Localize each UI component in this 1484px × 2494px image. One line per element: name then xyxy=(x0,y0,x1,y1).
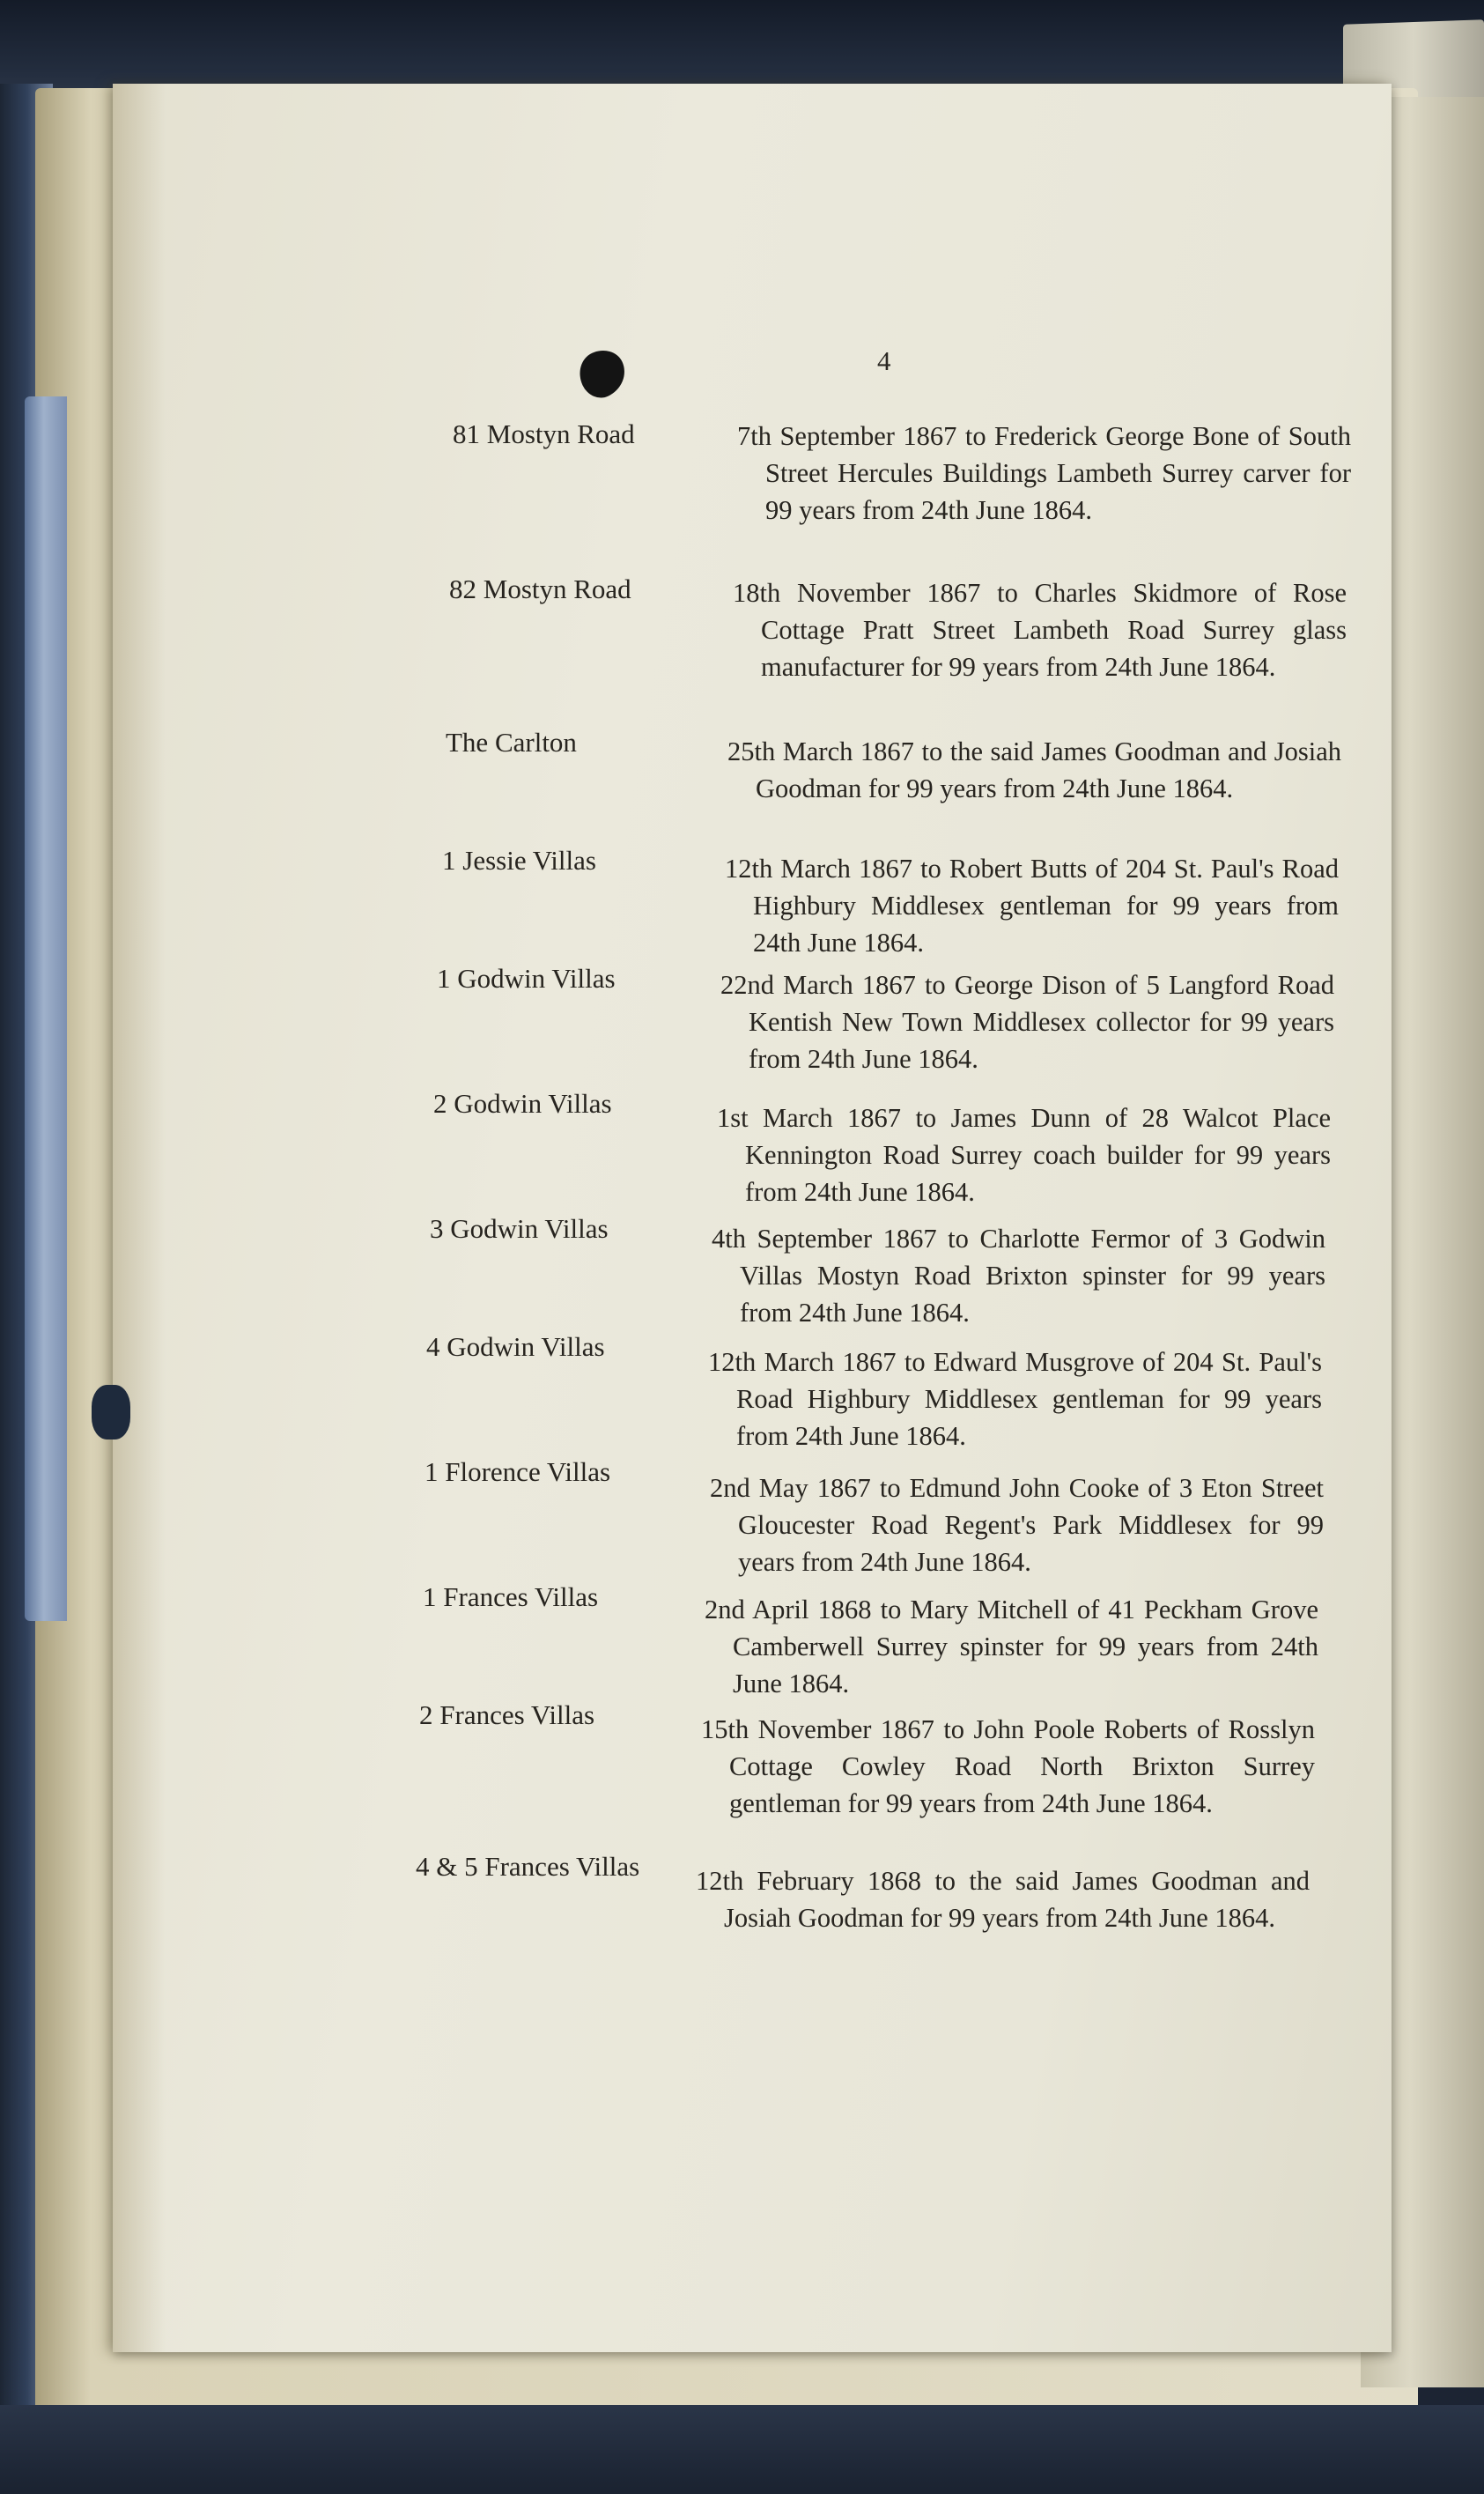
entry-details: 2nd April 1868 to Mary Mitchell of 41 Peckham Grove Camberwell Surrey spinster for 99 years from 24th June 1864. xyxy=(705,1595,1318,1698)
entry-details: 12th March 1867 to Robert Butts of 204 St. Paul's Road Highbury Middlesex gentleman for 99 years from 24th June 1864. xyxy=(725,854,1339,958)
entry-property: The Carlton xyxy=(446,727,577,758)
entry-details: 1st March 1867 to James Dunn of 28 Walcot Place Kennington Road Surrey coach builder for 99 years from 24th June 1864. xyxy=(717,1103,1331,1207)
entry-details: 12th March 1867 to Edward Musgrove of 204 St. Paul's Road Highbury Middlesex gentleman for 99 years from 24th June 1864. xyxy=(708,1347,1322,1451)
entry-property: 4 Godwin Villas xyxy=(426,1331,605,1362)
entry-property: 82 Mostyn Road xyxy=(449,574,631,604)
entry-property: 2 Godwin Villas xyxy=(433,1088,612,1119)
entry-property: 4 & 5 Frances Villas xyxy=(416,1851,640,1882)
entry-details: 12th February 1868 to the said James Goodman and Josiah Goodman for 99 years from 24th June 1864. xyxy=(696,1866,1310,1933)
page-number: 4 xyxy=(877,345,891,376)
entry-property: 1 Florence Villas xyxy=(425,1456,611,1487)
entry-details: 18th November 1867 to Charles Skidmore of Rose Cottage Pratt Street Lambeth Road Surrey glass manufacturer for 99 years from 24th June 1864. xyxy=(733,578,1347,682)
entry-property: 1 Godwin Villas xyxy=(437,963,616,994)
entry-property: 3 Godwin Villas xyxy=(430,1213,609,1244)
entry-details: 22nd March 1867 to George Dison of 5 Langford Road Kentish New Town Middlesex collector for 99 years from 24th June 1864. xyxy=(720,970,1334,1074)
entry-details: 2nd May 1867 to Edmund John Cooke of 3 Eton Street Gloucester Road Regent's Park Middlesex for 99 years from 24th June 1864. xyxy=(710,1473,1324,1577)
entry-details: 4th September 1867 to Charlotte Fermor of 3 Godwin Villas Mostyn Road Brixton spinster for 99 years from 24th June 1864. xyxy=(712,1224,1325,1328)
entry-property: 2 Frances Villas xyxy=(419,1699,595,1730)
entry-details: 7th September 1867 to Frederick George Bone of South Street Hercules Buildings Lambeth Surrey carver for 99 years from 24th June 1864. xyxy=(737,421,1351,525)
entry-details: 25th March 1867 to the said James Goodman and Josiah Goodman for 99 years from 24th June 1864. xyxy=(727,736,1341,803)
entry-details: 15th November 1867 to John Poole Roberts of Rosslyn Cottage Cowley Road North Brixton Surrey gentleman for 99 years from 24th June 1864. xyxy=(701,1714,1315,1818)
entry-property: 1 Frances Villas xyxy=(423,1581,599,1612)
entry-property: 1 Jessie Villas xyxy=(442,845,596,876)
entry-property: 81 Mostyn Road xyxy=(453,418,635,449)
